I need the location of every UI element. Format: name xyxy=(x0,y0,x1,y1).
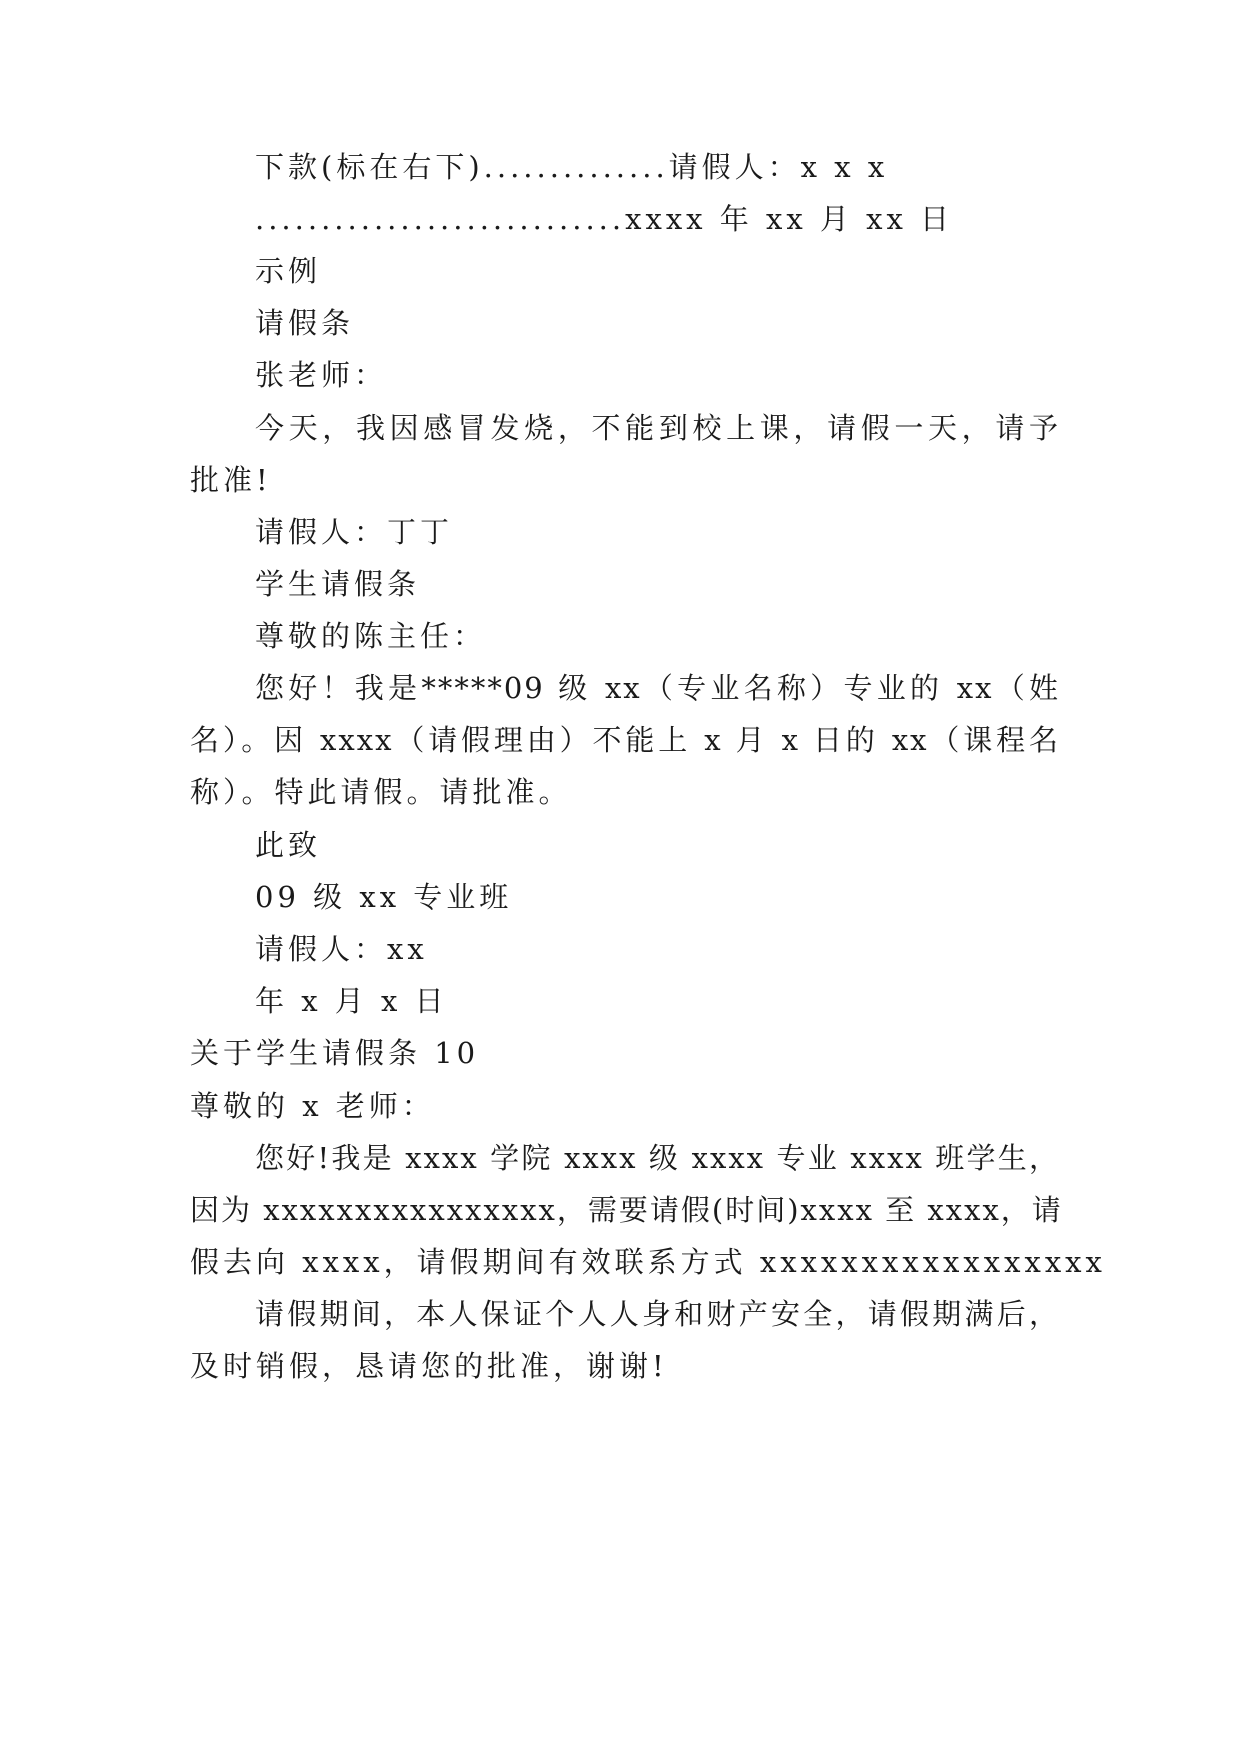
salutation: 尊敬的 x 老师： xyxy=(190,1089,435,1123)
closing-line: 此致 xyxy=(255,828,322,862)
leave-note-title: 请假条 xyxy=(255,306,355,340)
body-paragraph-line: 及时销假，恳请您的批准，谢谢! xyxy=(190,1349,668,1383)
section-title: 关于学生请假条 10 xyxy=(190,1036,480,1070)
body-paragraph-line: 批准! xyxy=(190,463,272,497)
section-title: 学生请假条 xyxy=(255,567,421,601)
date-line: 年 x 月 x 日 xyxy=(255,984,448,1018)
body-paragraph-line: 因为 xxxxxxxxxxxxxxxx，需要请假(时间)xxxx 至 xxxx，请 xyxy=(190,1193,1063,1227)
body-paragraph-line: 您好！我是*****09 级 xx（专业名称）专业的 xx（姓 xyxy=(255,671,1060,705)
signature-line: 请假人：丁丁 xyxy=(255,515,454,549)
salutation: 张老师： xyxy=(255,358,388,392)
body-paragraph-line: 您好!我是 xxxx 学院 xxxx 级 xxxx 专业 xxxx 班学生， xyxy=(255,1141,1060,1175)
body-paragraph-line: 今天，我因感冒发烧，不能到校上课，请假一天，请予 xyxy=(255,411,1060,445)
body-paragraph-line: 假去向 xxxx，请假期间有效联系方式 xxxxxxxxxxxxxxxxx xyxy=(190,1245,1106,1279)
body-paragraph-line: 称）。特此请假。请批准。 xyxy=(190,775,572,809)
recipient-class-line: 09 级 xx 专业班 xyxy=(255,880,513,914)
body-paragraph-line: 名）。因 xxxx（请假理由）不能上 x 月 x 日的 xx（课程名 xyxy=(190,723,1060,757)
signature-line: 请假人：xx xyxy=(255,932,428,966)
signature-format-line: 下款(标在右下)..............请假人：x x x xyxy=(255,150,889,184)
body-paragraph-line: 请假期间，本人保证个人人身和财产安全，请假期满后， xyxy=(255,1297,1060,1331)
date-format-line: ............................xxxx 年 xx 月 xx 日 xyxy=(255,202,954,236)
example-heading: 示例 xyxy=(255,254,322,288)
salutation: 尊敬的陈主任： xyxy=(255,619,487,653)
